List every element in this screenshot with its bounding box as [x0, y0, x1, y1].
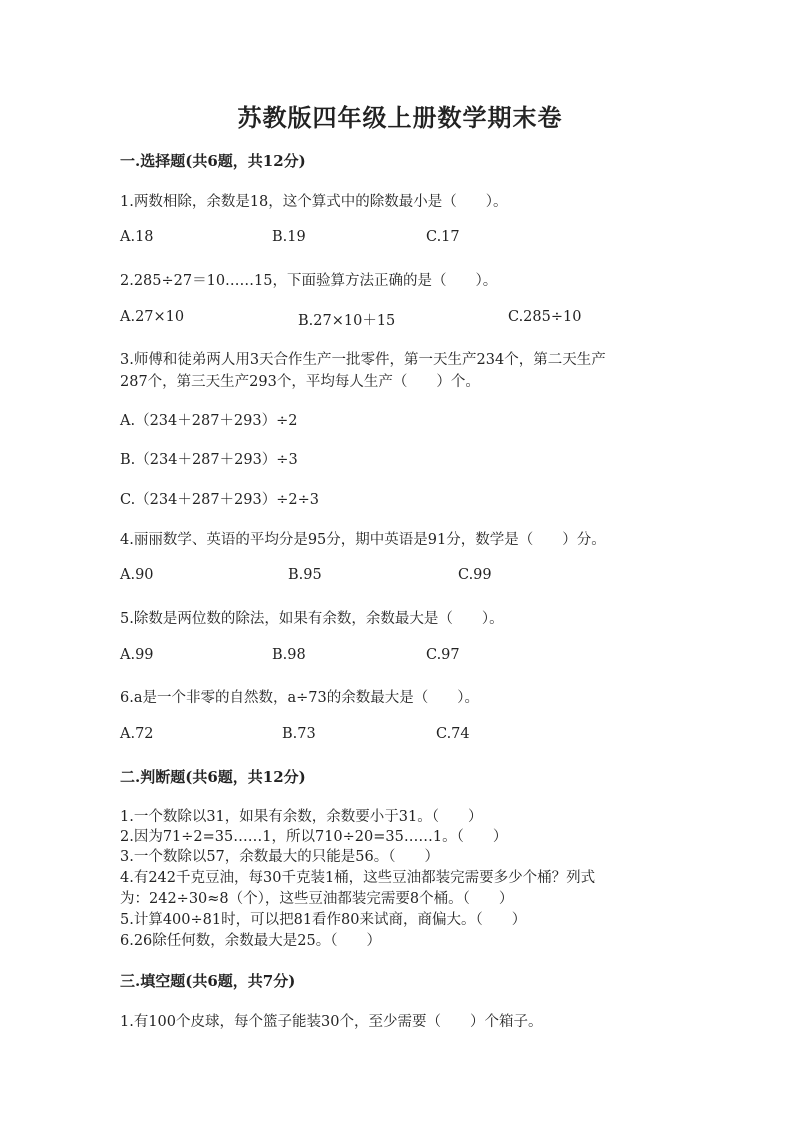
judge-item: 4.有242千克豆油，每30千克装1桶，这些豆油都装完需要多少个桶？列式: [120, 870, 596, 886]
question-stem: 1.两数相除，余数是18，这个算式中的除数最小是（ ）。: [120, 194, 508, 210]
judge-item: 6.26除任何数，余数最大是25。（ ）: [120, 933, 381, 949]
judge-item: 1.一个数除以31，如果有余数，余数要小于31。（ ）: [120, 809, 483, 825]
option: C.99: [458, 567, 492, 583]
option: A.27×10: [120, 309, 185, 325]
section-heading-choice: 一.选择题(共6题，共12分): [120, 152, 306, 170]
option: A.18: [120, 229, 154, 245]
option: B.95: [288, 567, 322, 583]
option: C.（234＋287＋293）÷2÷3: [120, 492, 319, 508]
option: C.17: [426, 229, 460, 245]
question-stem: 1.有100个皮球，每个篮子能装30个，至少需要（ ）个箱子。: [120, 1014, 543, 1030]
question-stem: 2.285÷27＝10……15，下面验算方法正确的是（ ）。: [120, 273, 498, 289]
question-stem: 3.师傅和徒弟两人用3天合作生产一批零件，第一天生产234个，第二天生产: [120, 352, 606, 368]
page-title: 苏教版四年级上册数学期末卷: [237, 103, 563, 132]
section-heading-fill: 三.填空题(共6题，共7分): [120, 972, 296, 990]
option: A.（234＋287＋293）÷2: [120, 413, 298, 429]
option: C.74: [436, 726, 470, 742]
option: A.72: [120, 726, 154, 742]
option: B.19: [272, 229, 306, 245]
question-stem: 4.丽丽数学、英语的平均分是95分，期中英语是91分，数学是（ ）分。: [120, 532, 606, 548]
judge-item: 为：242÷30≈8（个），这些豆油都装完需要8个桶。（ ）: [120, 891, 514, 907]
judge-item: 5.计算400÷81时，可以把81看作80来试商，商偏大。（ ）: [120, 912, 527, 928]
judge-item: 2.因为71÷2=35……1，所以710÷20=35……1。（ ）: [120, 829, 508, 845]
option: A.99: [120, 647, 154, 663]
option: A.90: [120, 567, 154, 583]
option: B.98: [272, 647, 306, 663]
option: B.73: [282, 726, 316, 742]
option: B.27×10＋15: [298, 313, 396, 329]
question-stem: 6.a是一个非零的自然数，a÷73的余数最大是（ ）。: [120, 690, 479, 706]
question-stem: 5.除数是两位数的除法，如果有余数，余数最大是（ ）。: [120, 611, 504, 627]
judge-item: 3.一个数除以57，余数最大的只能是56。（ ）: [120, 849, 439, 865]
option: B.（234＋287＋293）÷3: [120, 452, 298, 468]
option: C.285÷10: [508, 309, 582, 325]
option: C.97: [426, 647, 460, 663]
question-stem: 287个，第三天生产293个，平均每人生产（ ）个。: [120, 374, 480, 390]
section-heading-judge: 二.判断题(共6题，共12分): [120, 768, 306, 786]
